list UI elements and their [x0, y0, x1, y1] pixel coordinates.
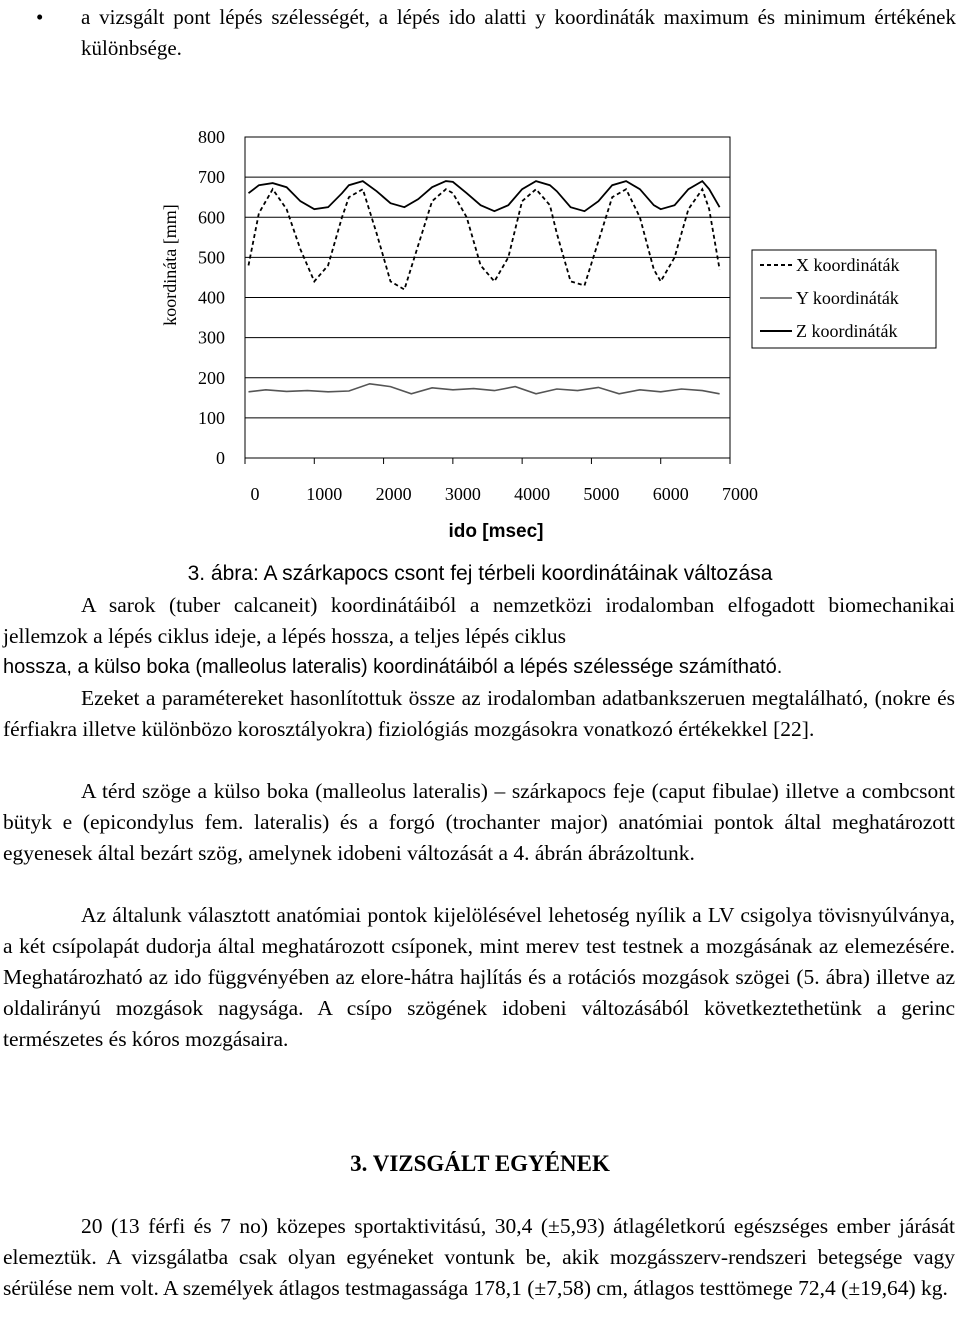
x-tick-label: 0 — [250, 484, 260, 504]
bullet-symbol: • — [36, 5, 44, 29]
paragraph-3: A térd szöge a külso boka (malleolus lateralis) – szárkapocs feje (caput fibulae) illetve a combcsont bütyk e (epicondylus fem. lateralis) és a forgó (trochanter major) anatómiai pontok által meghatározott egyenesek által bezárt szög, amelynek idobeni változását a 4. ábrán ábrázoltunk. — [3, 779, 955, 865]
paragraph-5: 20 (13 férfi és 7 no) közepes sportaktivitású, 30,4 (±5,93) átlagéletkorú egészséges ember járását elemeztük. A vizsgálatba csak olyan egyéneket vontunk be, akik mozgásszerv-rendszeri betegsége vagy sérülése nem volt. A személyek átlagos testmagassága 178,1 (±7,58) cm, átlagos testtömege 72,4 (±19,64) kg. — [3, 1214, 955, 1300]
chart-legend — [752, 250, 936, 348]
chart-series — [249, 181, 720, 394]
section-heading: 3. VIZSGÁLT EGYÉNEK — [350, 1151, 610, 1176]
legend-label: X koordináták — [796, 255, 900, 275]
legend-label: Z koordináták — [796, 321, 898, 341]
series-line-1 — [249, 189, 720, 289]
y-tick-label: 500 — [198, 247, 225, 268]
x-tick-label: 6000 — [652, 484, 689, 504]
y-tick-label: 300 — [198, 327, 225, 348]
y-tick-labels — [198, 127, 225, 468]
legend-label: Y koordináták — [796, 288, 899, 308]
x-tick-label: 5000 — [583, 484, 620, 504]
x-tick-labels — [245, 458, 758, 504]
coordinate-chart — [0, 110, 960, 550]
chart-gridlines — [245, 137, 730, 418]
y-tick-label: 600 — [198, 207, 225, 228]
x-tick-label: 3000 — [444, 484, 481, 504]
x-tick-label: 1000 — [306, 484, 343, 504]
x-tick-label: 7000 — [722, 484, 758, 504]
x-tick-label: 2000 — [375, 484, 412, 504]
y-tick-label: 800 — [198, 127, 225, 147]
y-tick-label: 400 — [198, 287, 225, 308]
x-tick-label: 4000 — [514, 484, 551, 504]
series-line-2 — [249, 384, 720, 394]
bullet-text: a vizsgált pont lépés szélességét, a lépés ido alatti y koordináták maximum és minimum értékének különbsége. — [81, 5, 956, 60]
series-line-3 — [249, 181, 720, 211]
paragraph-1-part-a: A sarok (tuber calcaneit) koordinátáiból a nemzetközi irodalomban elfogadott biomechanikai jellemzok a lépés ciklus ideje, a lépés hossza, a teljes lépés ciklus — [3, 593, 955, 648]
paragraph-1 — [3, 590, 955, 683]
paragraph-2: Ezeket a paramétereket hasonlítottuk össze az irodalomban adatbankszeruen megtalálható, (nokre és férfiakra illetve különbözo korosztályokra) fiziológiás mozgásokra vonatkozó értékekkel [22]. — [3, 686, 955, 741]
x-axis-label: ido [msec] — [448, 521, 544, 542]
y-tick-label: 200 — [198, 367, 225, 388]
y-tick-label: 700 — [198, 167, 225, 188]
bullet-item — [36, 2, 956, 64]
y-axis-label: koordináta [mm] — [160, 204, 180, 326]
y-tick-label: 0 — [216, 448, 225, 468]
figure-caption: 3. ábra: A szárkapocs csont fej térbeli koordinátáinak változása — [187, 562, 773, 585]
paragraph-1-part-b: hossza, a külso boka (malleolus lateralis) koordinátáiból a lépés szélessége számítható. — [3, 656, 783, 678]
paragraph-4: Az általunk választott anatómiai pontok kijelölésével lehetoség nyílik a LV csigolya tövisnyúlványa, a két csípolapát dudorja által meghatározott csíponek, mint merev test testnek a mozgásának az elemezésére. Meghatározható az ido függvényében az elore-hátra hajlítás és a rotációs mozgások szögei (5. ábra) illetve az oldalirányú mozgások nagysága. A csípo szögének idobeni változásából következtethetünk a gerinc természetes és kóros mozgásaira. — [3, 903, 955, 1051]
y-tick-label: 100 — [198, 407, 225, 428]
